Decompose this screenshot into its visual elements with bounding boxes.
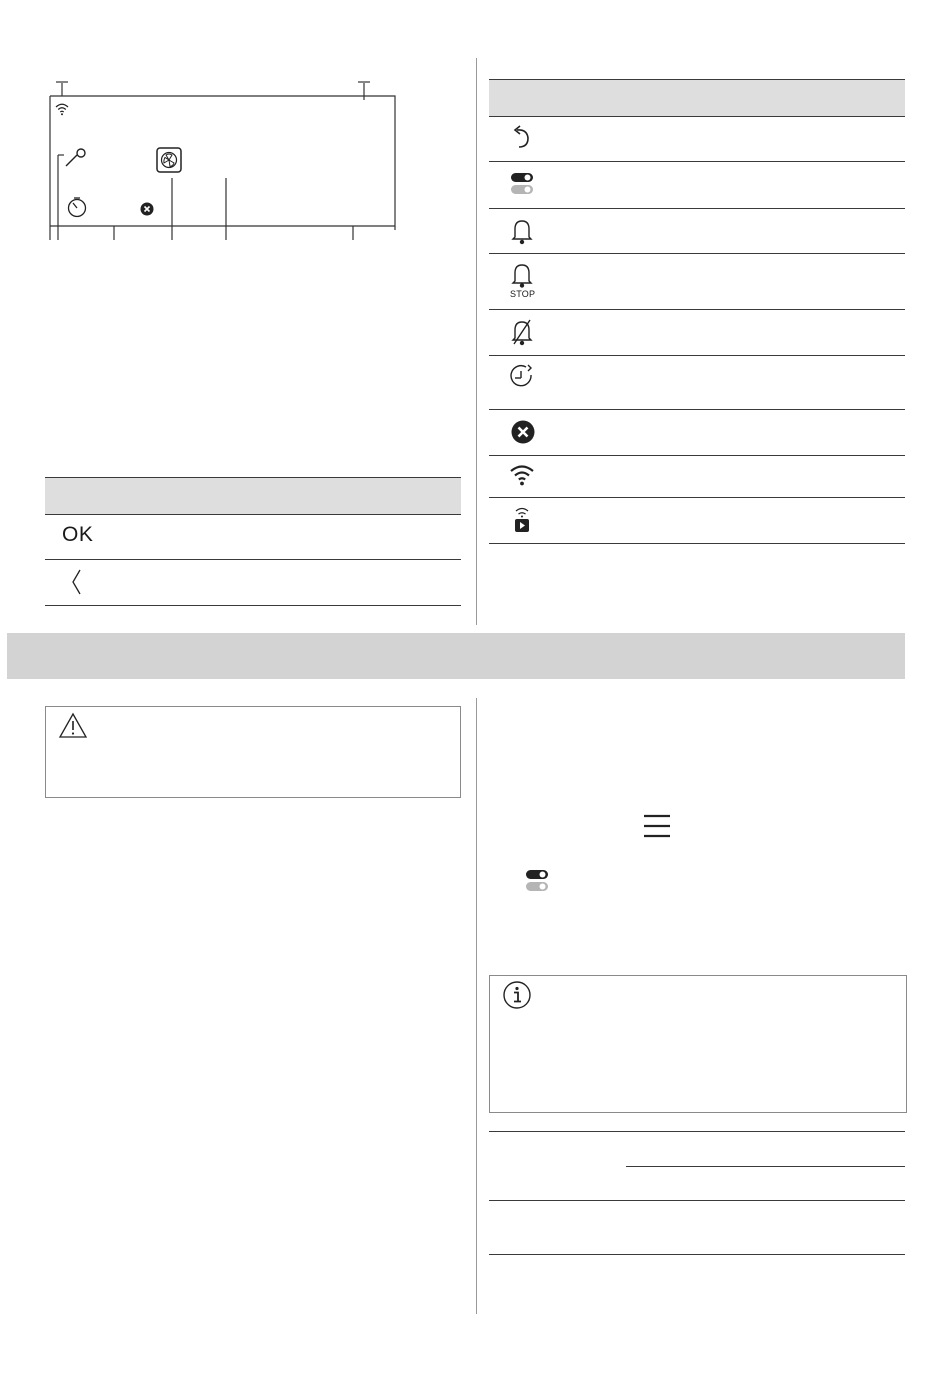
- table-row: [489, 254, 905, 310]
- fan-mode-icon: [156, 147, 182, 173]
- toggle-icon: [510, 172, 534, 196]
- table-header: [45, 477, 461, 515]
- info-icon: [502, 980, 532, 1010]
- column-divider-top: [476, 58, 477, 625]
- info-box: [489, 975, 907, 1113]
- table-row: [489, 209, 905, 254]
- display-diagram: [40, 80, 410, 245]
- timer-icon: [509, 363, 537, 391]
- wifi-icon: [55, 102, 69, 116]
- warning-box: [45, 706, 461, 798]
- ok-icon: OK: [62, 523, 94, 546]
- error-x-icon: [511, 420, 535, 444]
- table-row: [489, 310, 905, 356]
- table-row: [489, 410, 905, 456]
- table-row: [45, 560, 461, 606]
- section-heading-band: [7, 633, 905, 679]
- table-row: [489, 356, 905, 410]
- table-header: [489, 79, 905, 117]
- menu-icon: [642, 813, 672, 839]
- table-row: [489, 498, 905, 544]
- table-rule: [489, 1200, 905, 1201]
- toggle-icon: [525, 869, 549, 893]
- food-probe-icon: [64, 148, 90, 168]
- wifi-icon: [510, 464, 534, 486]
- table-rule: [489, 1254, 905, 1255]
- error-x-icon: [140, 202, 154, 216]
- bell-stop-label: STOP: [510, 289, 536, 299]
- table-row: [45, 514, 461, 560]
- table-rule: [489, 1131, 905, 1132]
- chevron-left-icon: [69, 568, 85, 596]
- warning-triangle-icon: [58, 712, 88, 739]
- bell-stop-icon: [510, 262, 534, 288]
- buttons-table: [45, 477, 461, 606]
- table-rule: [626, 1166, 905, 1167]
- table-row: [489, 456, 905, 498]
- table-row: [489, 116, 905, 162]
- column-divider-bottom: [476, 698, 477, 1314]
- bell-off-icon: [510, 318, 534, 346]
- bell-icon: [510, 217, 534, 245]
- table-row: [489, 162, 905, 209]
- undo-icon: [510, 125, 532, 151]
- remote-start-icon: [513, 506, 531, 534]
- timer-icon: [66, 196, 88, 218]
- indicators-table: [489, 79, 905, 542]
